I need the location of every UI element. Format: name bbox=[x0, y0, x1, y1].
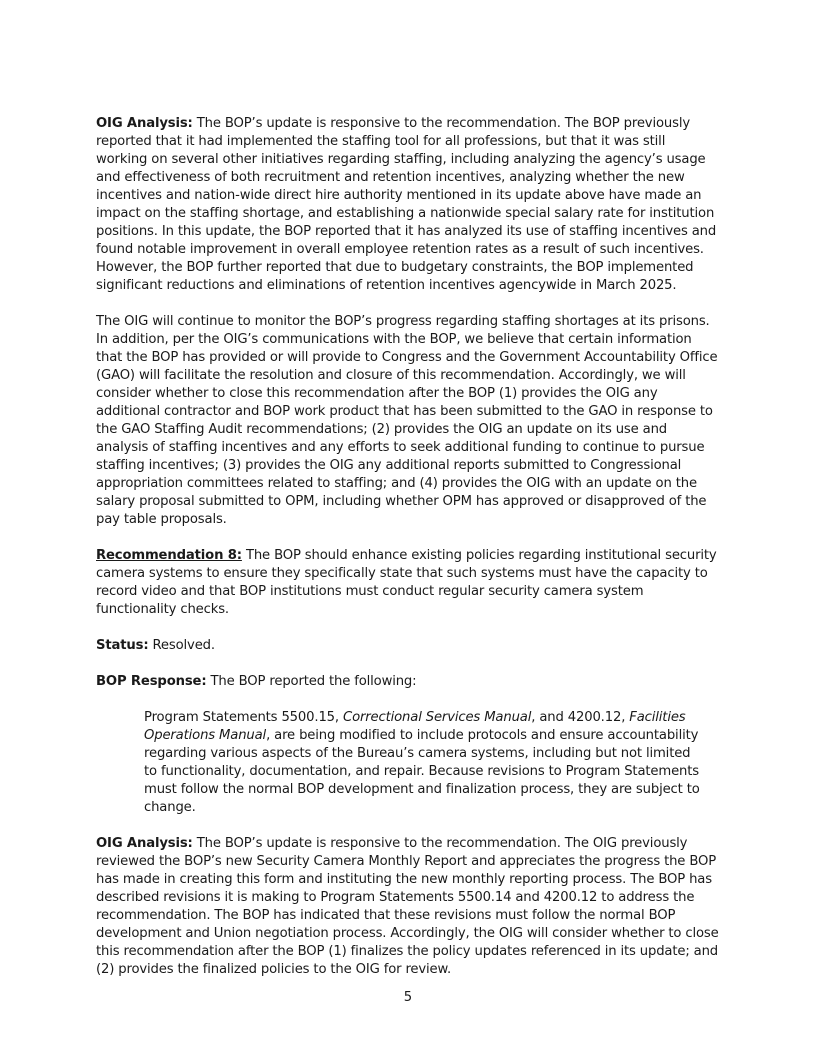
oig-analysis-paragraph-1 bbox=[96, 115, 720, 295]
quote-text-1: Program Statements 5500.15, bbox=[144, 710, 344, 725]
quote-manual-title-2: Facilities Operations Manual bbox=[144, 710, 686, 743]
oig-analysis-text: The BOP’s update is responsive to the recommendation. The BOP previously reported that it had implemented the staffing tool for all professions, but that it was still working on several other initiatives regarding staffing, including analyzing the agency’s usage and effectiveness of both recruitment and retention incentives, analyzing whether the new incentives and nation-wide direct hire authority mentioned in its update above have made an impact on the staffing shortage, and establishing a nationwide special salary rate for institution positions. In this update, the BOP reported that it has analyzed its use of staffing incentives and found notable improvement in overall employee retention rates as a result of such incentives. However, the BOP further reported that due to budgetary constraints, the BOP implemented significant reductions and eliminations of retention incentives agencywide in March 2025. bbox=[96, 116, 717, 293]
quote-text-2: , and 4200.12, bbox=[531, 710, 630, 725]
oig-analysis-label: OIG Analysis: bbox=[96, 116, 193, 131]
recommendation-8-paragraph bbox=[96, 547, 720, 619]
bop-response-label: BOP Response: bbox=[96, 674, 207, 689]
oig-analysis-paragraph-2 bbox=[96, 835, 720, 979]
bop-response-paragraph bbox=[96, 673, 720, 691]
oig-analysis-text-2: The BOP’s update is responsive to the recommendation. The OIG previously reviewed the BOP’s new Security Camera Monthly Report and appreciates the progress the BOP has made in creating this form and instituting the new monthly reporting process. The BOP has described revisions it is making to Program Statements 5500.14 and 4200.12 to address the recommendation. The BOP has indicated that these revisions must follow the normal BOP development and Union negotiation process. Accordingly, the OIG will consider whether to close this recommendation after the BOP (1) finalizes the policy updates referenced in its update; and (2) provides the finalized policies to the OIG for review. bbox=[96, 836, 719, 977]
quote-text-3: , are being modified to include protocols and ensure accountability regarding various aspects of the Bureau’s camera systems, including but not limited to functionality, documentation, and repair. Because revisions to Program Statements must follow the normal BOP development and finalization process, they are subject to change. bbox=[144, 728, 700, 815]
status-label: Status: bbox=[96, 638, 149, 653]
recommendation-8-label: Recommendation 8: bbox=[96, 548, 242, 563]
status-paragraph bbox=[96, 637, 720, 655]
status-text: Resolved. bbox=[148, 638, 215, 653]
document-body bbox=[96, 115, 720, 979]
page-number: 5 bbox=[403, 990, 413, 1005]
block-quote bbox=[144, 709, 704, 817]
quote-manual-title-1: Correctional Services Manual bbox=[343, 710, 532, 725]
bop-response-text: The BOP reported the following: bbox=[206, 674, 417, 689]
oig-monitor-paragraph: The OIG will continue to monitor the BOP’s progress regarding staffing shortages at its prisons. In addition, per the OIG’s communications with the BOP, we believe that certain information that the BOP has provided or will provide to Congress and the Government Accountability Office (GAO) will facilitate the resolution and closure of this recommendation. Accordingly, we will consider whether to close this recommendation after the BOP (1) provides the OIG any additional contractor and BOP work product that has been submitted to the GAO in response to the GAO Staffing Audit recommendations; (2) provides the OIG an update on its use and analysis of staffing incentives and any efforts to seek additional funding to continue to pursue staffing incentives; (3) provides the OIG any additional reports submitted to Congressional appropriation committees related to staffing; and (4) provides the OIG with an update on the salary proposal submitted to OPM, including whether OPM has approved or disapproved of the pay table proposals. bbox=[96, 314, 718, 527]
oig-analysis-label-2: OIG Analysis: bbox=[96, 836, 193, 851]
recommendation-8-text: The BOP should enhance existing policies regarding institutional security camera systems to ensure they specifically state that such systems must have the capacity to record video and that BOP institutions must conduct regular security camera system functionality checks. bbox=[96, 548, 717, 617]
